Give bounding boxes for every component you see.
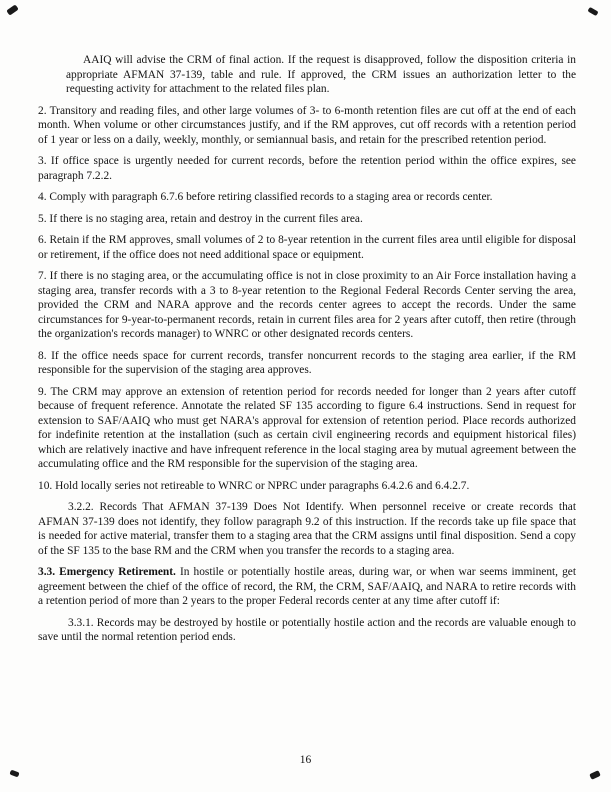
paragraph-text: Records may be destroyed by hostile or potentially hostile action and the records are valuable enough to save until the normal retention period ends. — [38, 616, 576, 643]
paragraph-number: 3. — [38, 155, 47, 167]
paragraph-item-7 — [38, 269, 576, 342]
paragraph-text: Retain if the RM approves, small volumes of 2 to 8-year retention in the current files area until eligible for disposal or retirement, if the office does not need additional space or equipment. — [38, 234, 576, 261]
paragraph-item-2 — [38, 104, 576, 148]
paragraph-text: AAIQ will advise the CRM of final action. If the request is disapproved, follow the disposition criteria in appropriate AFMAN 37-139, table and rule. If approved, the CRM issues an authorization letter to the requesting activity for attachment to the related files plan. — [66, 54, 576, 95]
paragraph-text: The CRM may approve an extension of retention period for records needed for longer than 2 years after cutoff because of frequent reference. Annotate the related SF 135 according to figure 6.4 instructions. Send in request for extension to SAF/AAIQ who must get NARA's approval for extension of retention period. Place records authorized for indefinite retention at the installation (such as certain civil engineering records and equipment historical files) which are relatively inactive and have infrequent reference in the local staging area by mutual agreement between the accumulating office and the RM responsible for the supervision of the staging area. — [38, 385, 576, 470]
paragraph-text: Transitory and reading files, and other large volumes of 3- to 6-month retention files are cut off at the end of each month. When volume or other circumstances justify, and if the RM approves, cut off records with a retention period of 1 year or less on a daily, weekly, monthly, or semiannual basis, and retain for the prescribed retention period. — [38, 104, 576, 146]
paragraph-text: If there is no staging area, or the accumulating office is not in close proximity to an Air Force installation having a staging area, transfer records with a 3 to 8-year retention to the Regional Federal Records Center serving the area, provided the CRM and NARA approve and the records center agrees to accept the records. Under the same circumstances for 9-year-to-permanent records, retain in current files area for 2 years after cutoff, then retire (through the organization's records manager) to WNRC or other designated records centers. — [38, 270, 576, 340]
paragraph-item-8 — [38, 349, 576, 378]
paragraph-number: 3.3.1. — [68, 616, 94, 629]
paragraph-item-10 — [38, 479, 576, 494]
paragraph-3-3-1 — [38, 616, 576, 645]
paragraph-number: 5. — [38, 212, 47, 225]
paragraph-aaiq-continuation — [66, 53, 576, 97]
paragraph-number: 4. — [38, 191, 47, 203]
page-number: 16 — [299, 754, 312, 766]
paragraph-3-3-emergency-retirement — [38, 565, 576, 609]
paragraph-number: 7. — [38, 270, 47, 282]
paragraph-number: 3.2.2. — [68, 501, 94, 513]
paragraph-number: 8. — [38, 349, 47, 362]
paragraph-text: If the office needs space for current records, transfer noncurrent records to the staging area earlier, if the RM responsible for the supervision of the staging area approves. — [38, 349, 576, 376]
paragraph-text: Comply with paragraph 6.7.6 before retiring classified records to a staging area or records center. — [49, 191, 493, 203]
paragraph-number: 2. — [38, 104, 47, 117]
paragraph-item-9 — [38, 385, 576, 472]
paragraph-text: Records That AFMAN 37-139 Does Not Identify. When personnel receive or create records that AFMAN 37-139 does not identify, they follow paragraph 9.2 of this instruction. If the records take up file space that is needed for active material, transfer them to a staging area that the CRM assigns until final disposition. Send a copy of the SF 135 to the base RM and the CRM when you transfer the records to a staging area. — [38, 501, 576, 557]
paragraph-number: 10. — [38, 479, 53, 492]
paragraph-text: Hold locally series not retireable to WNRC or NPRC under paragraphs 6.4.2.6 and 6.4.2.7. — [55, 479, 470, 492]
paragraph-item-4 — [38, 190, 576, 205]
paragraph-heading: 3.3. Emergency Retirement. — [38, 566, 176, 578]
scan-artifact-top-right — [587, 7, 598, 16]
scan-artifact-bottom-right — [589, 770, 601, 780]
scan-artifact-bottom-left — [9, 770, 19, 778]
paragraph-text: If there is no staging area, retain and destroy in the current files area. — [49, 212, 363, 225]
paragraph-number: 9. — [38, 385, 47, 398]
paragraph-3-2-2 — [38, 500, 576, 558]
paragraph-item-5 — [38, 212, 576, 227]
paragraph-item-3 — [38, 154, 576, 183]
paragraph-item-6 — [38, 233, 576, 262]
paragraph-text: If office space is urgently needed for current records, before the retention period within the office expires, see paragraph 7.2.2. — [38, 155, 576, 182]
paragraph-text: In hostile or potentially hostile areas, during war, or when war seems imminent, get agreement between the chief of the office of record, the RM, the CRM, SAF/AAIQ, and NARA to retire records with a retention period of more than 2 years to the proper Federal records center at any time after cutoff if: — [38, 566, 576, 607]
scan-artifact-top-left — [6, 4, 18, 15]
page-body — [38, 53, 576, 645]
paragraph-number: 6. — [38, 234, 47, 246]
